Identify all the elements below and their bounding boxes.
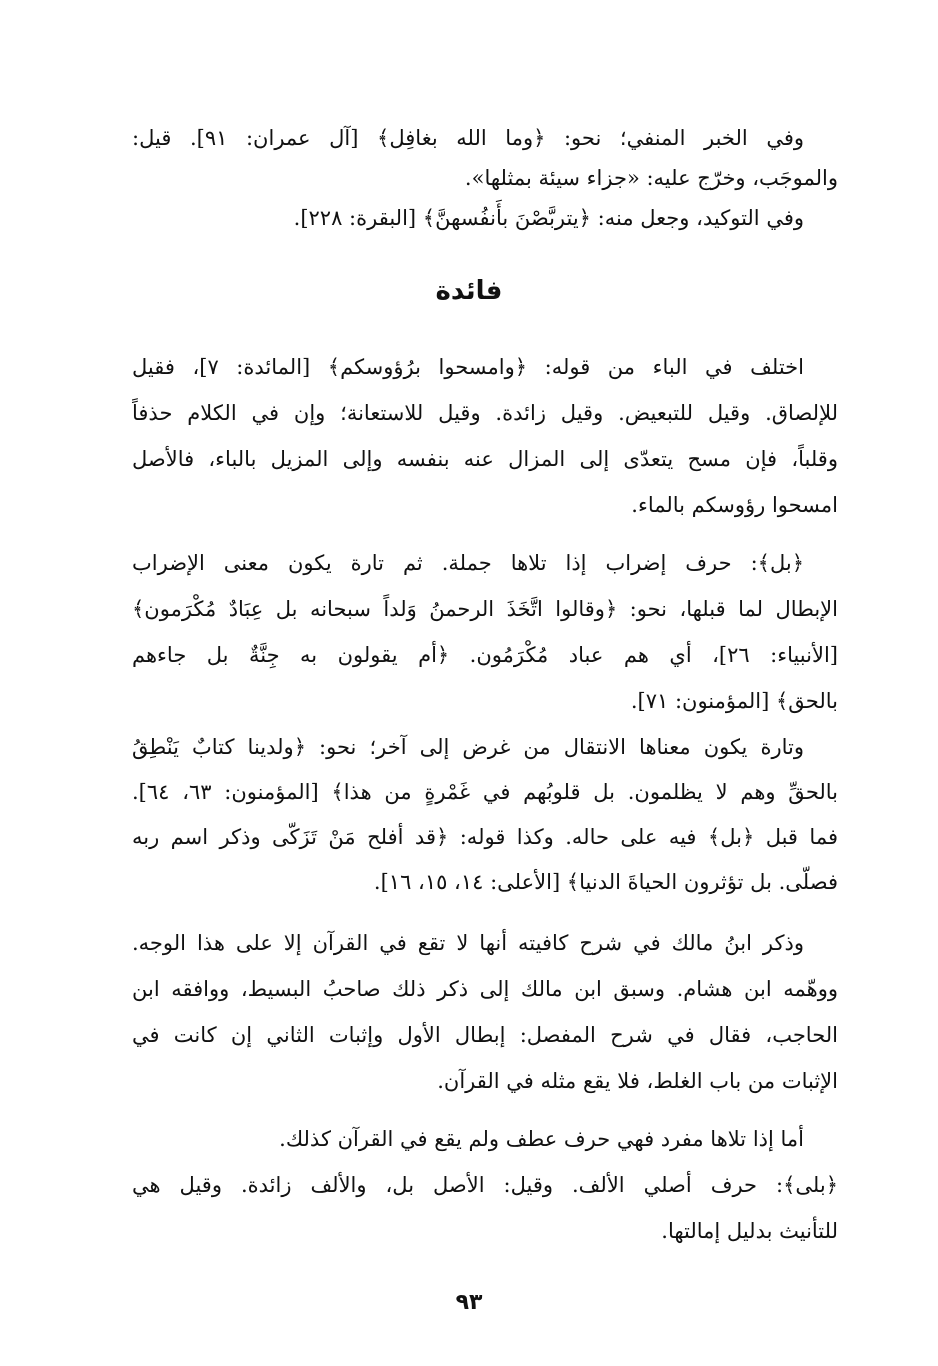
paragraph-line: بالحق﴾ [المؤمنون: ٧١].	[630, 689, 838, 713]
paragraph-line: الإبطال لما قبلها، نحو: ﴿وقالوا اتَّخَذَ الرحمنُ وَلداً سبحانه بل عِبَادٌ مُكْرَمون﴾	[132, 597, 838, 621]
paragraph-line: فصلّى. بل تؤثرون الحياةَ الدنيا﴾ [الأعلى: ١٤، ١٥، ١٦].	[373, 870, 838, 894]
intro-line: وفي الخبر المنفي؛ نحو: ﴿وما الله بغافِل﴾ [آل عمران: ٩١]. قيل:	[132, 126, 805, 150]
section-heading: فائدة	[435, 276, 503, 306]
paragraph-line: بالحقِّ وهم لا يظلمون. بل قلوبُهم في غَمْرةٍ من هذا﴾ [المؤمنون: ٦٣، ٦٤].	[132, 780, 838, 804]
paragraph-intiqal	[132, 725, 838, 905]
intro-text	[132, 118, 838, 238]
paragraph-line: أما إذا تلاها مفرد فهي حرف عطف ولم يقع في القرآن كذلك.	[279, 1127, 804, 1151]
paragraph-line: امسحوا رؤوسكم بالماء.	[631, 493, 838, 517]
paragraph-line: الحاجب، فقال في شرح المفصل: إبطال الأول وإثبات الثاني إن كانت في	[132, 1023, 838, 1047]
paragraph-line: [الأنبياء: ٢٦]، أي هم عباد مُكْرَمُون. ﴿أم يقولون به جِنَّةٌ بل جاءهم	[132, 643, 838, 667]
paragraph-line: وقلباً، فإن مسح يتعدّى إلى المزال عنه بنفسه وإلى المزيل بالباء، فالأصل	[132, 447, 838, 471]
paragraph-line: اختلف في الباء من قوله: ﴿وامسحوا برُؤوسكم﴾ [المائدة: ٧]، فقيل	[132, 355, 804, 379]
paragraph-line: ﴿بل﴾: حرف إضراب إذا تلاها جملة. ثم تارة يكون معنى الإضراب	[132, 551, 804, 575]
paragraph-line: وذكر ابنُ مالك في شرح كافيته أنها لا تقع في القرآن إلا على هذا الوجه.	[132, 931, 804, 955]
paragraph-ibn-malik	[132, 920, 838, 1104]
paragraph-line: ﴿بلى﴾: حرف أصلي الألف. وقيل: الأصل بل، والألف زائدة. وقيل هي	[132, 1173, 838, 1197]
paragraph-line: ووهّمه ابن هشام. وسبق ابن مالك إلى ذكر ذلك صاحبُ البسيط، ووافقه ابن	[132, 977, 838, 1001]
paragraph-bala	[132, 1116, 838, 1254]
paragraph-ba	[132, 344, 838, 528]
paragraph-line: للتأنيث بدليل إمالتها.	[661, 1219, 838, 1243]
paragraph-line: فما قبل ﴿بل﴾ فيه على حاله. وكذا قوله: ﴿قد أفلح مَنْ تَزَكّى وذكر اسم ربه	[132, 825, 838, 849]
paragraph-line: للإلصاق. وقيل للتبعيض. وقيل زائدة. وقيل للاستعانة؛ وإن في الكلام حذفاً	[132, 401, 838, 425]
intro-line: والموجَب، وخرّج عليه: «جزاء سيئة بمثلها».	[464, 166, 838, 190]
paragraph-bal	[132, 540, 838, 724]
intro-line: وفي التوكيد، وجعل منه: ﴿يتربَّصْنَ بأَنفُسهنَّ﴾ [البقرة: ٢٢٨].	[293, 206, 804, 230]
page-number: ٩٣	[455, 1290, 483, 1315]
paragraph-line: الإثبات من باب الغلط، فلا يقع مثله في القرآن.	[437, 1069, 838, 1093]
paragraph-line: وتارة يكون معناها الانتقال من غرض إلى آخر؛ نحو: ﴿ولدينا كتابٌ يَنْطِقُ	[132, 735, 804, 759]
